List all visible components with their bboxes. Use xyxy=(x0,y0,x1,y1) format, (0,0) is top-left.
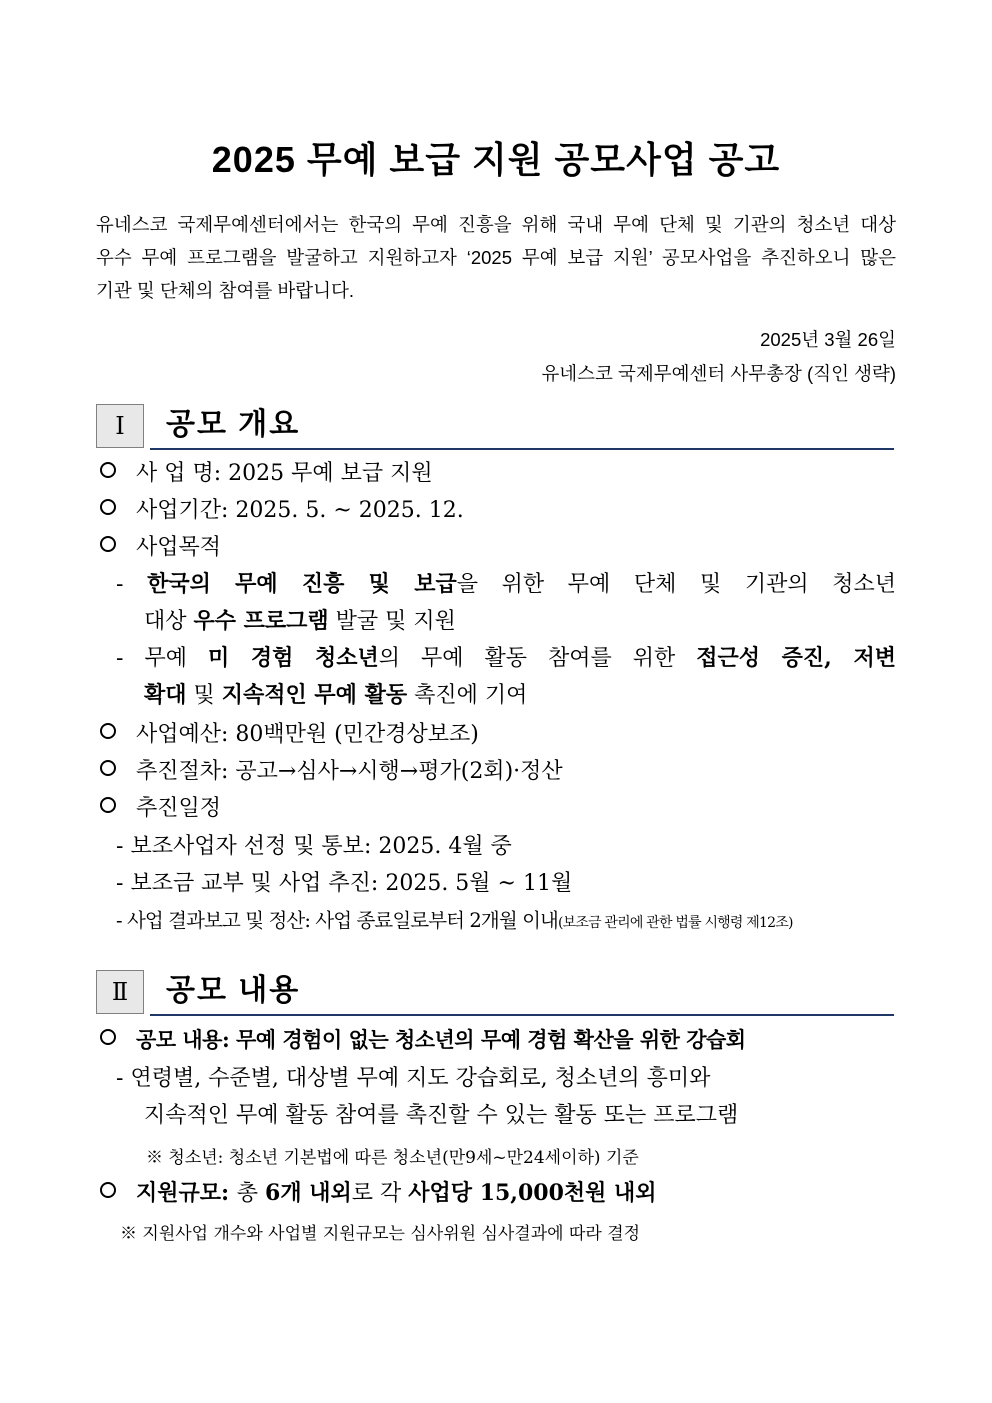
dash-bullet: - xyxy=(116,871,131,896)
purpose-2-bold-1: 미 경험 청소년 xyxy=(207,645,379,671)
circle-bullet-icon xyxy=(100,462,116,478)
purpose-item xyxy=(100,530,221,561)
content-detail-line-1: 연령별, 수준별, 대상별 무예 지도 강습회로, 청소년의 흥미와 xyxy=(130,1066,711,1091)
budget-item xyxy=(100,717,479,748)
content-item xyxy=(100,1024,746,1054)
purpose-sub-1 xyxy=(116,567,896,598)
section-1-title: 공모 개요 xyxy=(166,408,301,441)
section-2-header xyxy=(96,970,894,1018)
project-name-text: 사 업 명: 2025 무예 보급 지원 xyxy=(136,461,433,486)
content-detail-2 xyxy=(144,1098,738,1129)
schedule-3-text: 사업 결과보고 및 정산: 사업 종료일로부터 2개월 이내 xyxy=(127,909,558,932)
intro-line-2: 우수 무예 프로그램을 발굴하고 지원하고자 ‘2025 무예 보급 지원’ 공모사업을 추진하오니 많은 xyxy=(96,247,896,268)
announcement-date: 2025년 3월 26일 xyxy=(760,329,896,350)
purpose-sub-2 xyxy=(116,641,896,672)
circle-bullet-icon xyxy=(100,1182,116,1198)
procedure-text: 추진절차: 공고→심사→시행→평가(2회)·정산 xyxy=(136,759,563,784)
scale-bold-2: 6개 내외 xyxy=(265,1180,352,1206)
youth-note: ※ 청소년: 청소년 기본법에 따른 청소년(만9세~만24세이하) 기준 xyxy=(146,1148,639,1168)
schedule-item xyxy=(100,791,221,822)
purpose-1-line2-bold: 우수 프로그램 xyxy=(193,608,329,634)
circle-bullet-icon xyxy=(100,797,116,813)
content-detail-1 xyxy=(116,1061,710,1092)
content-detail-line-2: 지속적인 무예 활동 참여를 촉진할 수 있는 활동 또는 프로그램 xyxy=(144,1103,739,1128)
schedule-sub-3 xyxy=(116,905,793,933)
dash-bullet: - xyxy=(116,572,148,597)
circle-bullet-icon xyxy=(100,1029,116,1045)
purpose-2-b: 의 무예 활동 참여를 위한 xyxy=(378,646,697,671)
schedule-3-note: (보조금 관리에 관한 법률 시행령 제12조) xyxy=(557,915,793,931)
scale-a: 총 xyxy=(236,1181,266,1206)
intro-line-1: 유네스코 국제무예센터에서는 한국의 무예 진흥을 위해 국내 무예 단체 및 기관의 청소년 대상 xyxy=(96,214,896,235)
period-item xyxy=(100,493,464,524)
scale-note: ※ 지원사업 개수와 사업별 지원규모는 심사위원 심사결과에 따라 결정 xyxy=(120,1224,641,1244)
document-title: 2025 무예 보급 지원 공모사업 공고 xyxy=(211,139,781,180)
scale-bold-3: 사업당 15,000천원 내외 xyxy=(408,1180,657,1206)
dash-bullet: - xyxy=(116,834,131,859)
purpose-2-line2-bold-1: 확대 xyxy=(144,682,187,708)
purpose-2-line2-b: 촉진에 기여 xyxy=(407,683,528,708)
dash-bullet: - xyxy=(116,1066,131,1091)
circle-bullet-icon xyxy=(100,760,116,776)
section-1-number: Ⅰ xyxy=(96,404,144,448)
purpose-2-line2-bold-2: 지속적인 무예 활동 xyxy=(221,682,408,708)
purpose-2-a: 무예 xyxy=(144,646,208,671)
scale-b: 로 각 xyxy=(351,1181,409,1206)
circle-bullet-icon xyxy=(100,499,116,515)
schedule-1-text: 보조사업자 선정 및 통보: 2025. 4월 중 xyxy=(130,834,512,859)
content-text: 공모 내용: 무예 경험이 없는 청소년의 무예 경험 확산을 위한 강습회 xyxy=(136,1027,746,1052)
scale-item xyxy=(100,1176,657,1207)
purpose-1-rest: 을 위한 무예 단체 및 기관의 청소년 xyxy=(456,572,896,597)
purpose-2-bold-2: 접근성 증진, 저변 xyxy=(696,645,896,671)
purpose-1-line2-a: 대상 xyxy=(144,609,194,634)
section-2-number: Ⅱ xyxy=(96,970,144,1014)
project-name-item xyxy=(100,456,433,487)
purpose-label: 사업목적 xyxy=(136,535,222,560)
schedule-sub-2 xyxy=(116,866,572,897)
period-text: 사업기간: 2025. 5. ~ 2025. 12. xyxy=(136,498,464,523)
section-1-rule xyxy=(150,448,894,450)
procedure-item xyxy=(100,754,563,785)
section-2-rule xyxy=(150,1014,894,1016)
circle-bullet-icon xyxy=(100,536,116,552)
signer-line: 유네스코 국제무예센터 사무총장 (직인 생략) xyxy=(541,363,896,384)
dash-bullet: - xyxy=(116,646,145,671)
purpose-1-line2-b: 발굴 및 지원 xyxy=(328,609,456,634)
schedule-sub-1 xyxy=(116,829,512,860)
section-2-title: 공모 내용 xyxy=(166,974,301,1007)
purpose-sub-1-line-2 xyxy=(144,604,456,635)
schedule-label: 추진일정 xyxy=(136,796,222,821)
dash-bullet: - xyxy=(116,909,127,932)
budget-text: 사업예산: 80백만원 (민간경상보조) xyxy=(136,722,479,747)
purpose-sub-2-line-2 xyxy=(144,678,527,709)
purpose-1-bold: 한국의 무예 진흥 및 보급 xyxy=(147,571,457,597)
circle-bullet-icon xyxy=(100,723,116,739)
schedule-2-text: 보조금 교부 및 사업 추진: 2025. 5월 ~ 11월 xyxy=(130,871,573,896)
intro-line-3: 기관 및 단체의 참여를 바랍니다. xyxy=(96,280,355,301)
section-1-header xyxy=(96,404,894,452)
intro-paragraph xyxy=(96,208,896,307)
scale-label: 지원규모: xyxy=(136,1180,237,1206)
purpose-2-line2-a: 및 xyxy=(186,683,222,708)
